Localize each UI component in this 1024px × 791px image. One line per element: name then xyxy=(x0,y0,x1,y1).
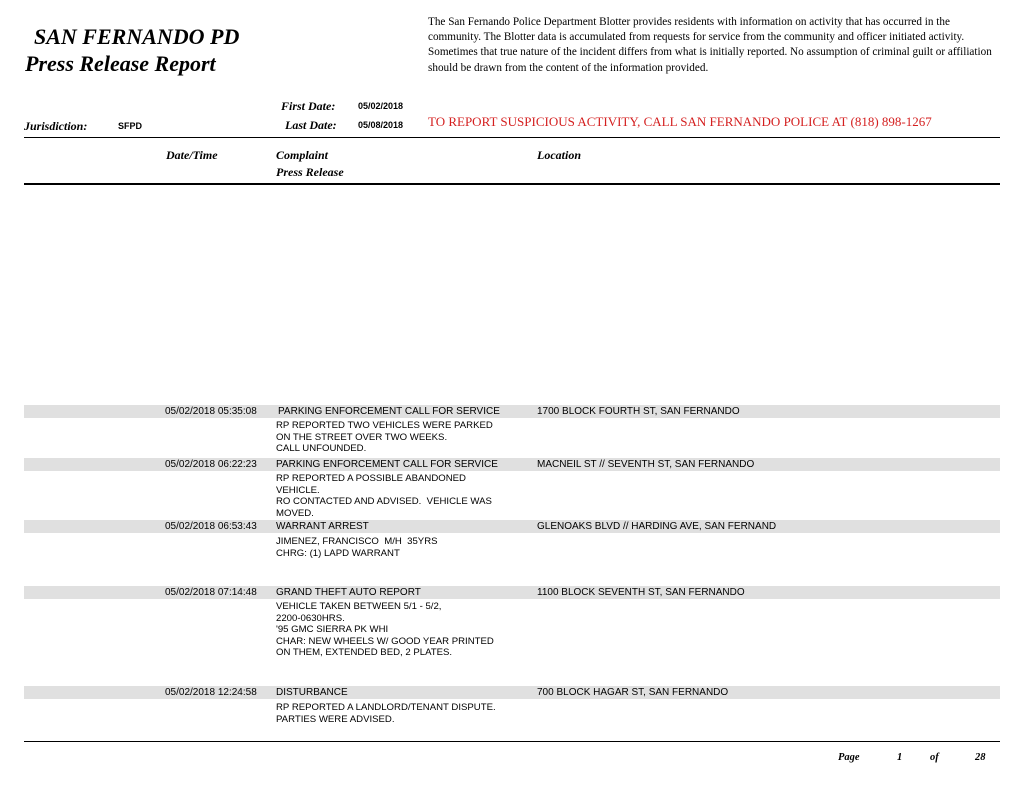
column-header-datetime: Date/Time xyxy=(166,148,218,162)
jurisdiction-value: SFPD xyxy=(118,121,143,131)
page-number: 1 xyxy=(897,752,903,763)
entry-location: MACNEIL ST // SEVENTH ST, SAN FERNANDO xyxy=(537,459,755,470)
entry-location: GLENOAKS BLVD // HARDING AVE, SAN FERNAND xyxy=(537,521,777,532)
entry-complaint: WARRANT ARREST xyxy=(276,521,369,532)
entry-datetime: 05/02/2018 07:14:48 xyxy=(165,587,257,598)
entry-press-release: RP REPORTED A POSSIBLE ABANDONED VEHICLE. RO CONTACTED AND ADVISED. VEHICLE WAS MOVED. xyxy=(276,473,492,519)
column-header-press-release: Press Release xyxy=(276,165,344,179)
entry-complaint: PARKING ENFORCEMENT CALL FOR SERVICE xyxy=(278,406,500,417)
first-date-label: First Date: xyxy=(281,99,336,113)
report-title: Press Release Report xyxy=(25,51,216,76)
column-header-complaint: Complaint xyxy=(276,148,329,162)
of-label: of xyxy=(930,752,939,763)
last-date-label: Last Date: xyxy=(285,118,337,132)
entry-location: 1100 BLOCK SEVENTH ST, SAN FERNANDO xyxy=(537,587,745,598)
first-date-value: 05/02/2018 xyxy=(358,101,404,111)
entry-datetime: 05/02/2018 06:53:43 xyxy=(165,521,257,532)
entry-location: 1700 BLOCK FOURTH ST, SAN FERNANDO xyxy=(537,406,740,417)
report-notice: TO REPORT SUSPICIOUS ACTIVITY, CALL SAN FERNANDO POLICE AT (818) 898-1267 xyxy=(428,114,932,129)
entry-location: 700 BLOCK HAGAR ST, SAN FERNANDO xyxy=(537,687,729,698)
entry-complaint: PARKING ENFORCEMENT CALL FOR SERVICE xyxy=(276,459,498,470)
entry-press-release: VEHICLE TAKEN BETWEEN 5/1 - 5/2, 2200-0630HRS. '95 GMC SIERRA PK WHI CHAR: NEW WHEELS W/ GOOD YEAR PRINTED ON THEM, EXTENDED BED, 2 PLATES. xyxy=(276,601,494,658)
entry-press-release: RP REPORTED A LANDLORD/TENANT DISPUTE. PARTIES WERE ADVISED. xyxy=(276,702,496,725)
entry-press-release: RP REPORTED TWO VEHICLES WERE PARKED ON THE STREET OVER TWO WEEKS. CALL UNFOUNDED. xyxy=(276,420,493,454)
page-label: Page xyxy=(838,752,860,763)
disclaimer-text: The San Fernando Police Department Blotter provides residents with information on activity that has occurred in the community. The Blotter data is accumulated from requests for service from the community and officer initiated activity. Sometimes that true nature of the incident differs from what is initially reported. No assumption of criminal guilt or affiliation should be drawn from the content of the information provided. xyxy=(428,16,992,74)
entry-complaint: GRAND THEFT AUTO REPORT xyxy=(276,587,421,598)
column-header-rule xyxy=(24,183,1000,185)
entry-datetime: 05/02/2018 06:22:23 xyxy=(165,459,257,470)
total-pages: 28 xyxy=(975,752,986,763)
agency-name: SAN FERNANDO PD xyxy=(34,24,240,49)
entry-press-release: JIMENEZ, FRANCISCO M/H 35YRS CHRG: (1) LAPD WARRANT xyxy=(276,536,438,559)
jurisdiction-label: Jurisdiction: xyxy=(24,119,88,133)
header-rule-thin xyxy=(24,137,1000,138)
entry-complaint: DISTURBANCE xyxy=(276,687,348,698)
entry-datetime: 05/02/2018 12:24:58 xyxy=(165,687,257,698)
last-date-value: 05/08/2018 xyxy=(358,120,404,130)
entry-datetime: 05/02/2018 05:35:08 xyxy=(165,406,257,417)
footer-rule xyxy=(24,741,1000,742)
column-header-location: Location xyxy=(537,148,581,162)
